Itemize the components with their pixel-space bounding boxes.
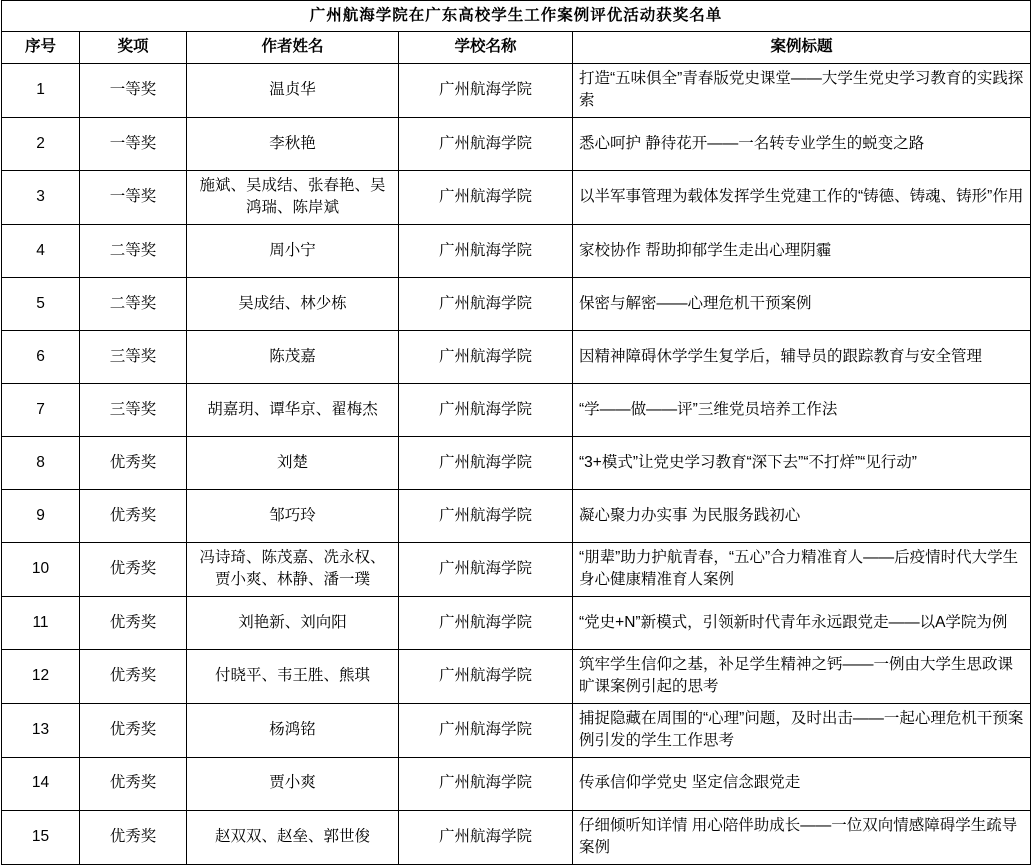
cell-school: 广州航海学院 <box>399 703 573 757</box>
cell-author: 吴成结、林少栋 <box>187 277 399 330</box>
table-row <box>2 117 1031 170</box>
table-row <box>2 757 1031 810</box>
cell-title: 家校协作 帮助抑郁学生走出心理阴霾 <box>573 224 1031 277</box>
cell-author: 付晓平、韦王胜、熊琪 <box>187 649 399 703</box>
table-row <box>2 277 1031 330</box>
cell-title: 打造“五味俱全”青春版党史课堂——大学生党史学习教育的实践探索 <box>573 63 1031 117</box>
cell-index: 15 <box>2 810 80 864</box>
cell-award: 优秀奖 <box>80 649 187 703</box>
cell-school: 广州航海学院 <box>399 810 573 864</box>
cell-school: 广州航海学院 <box>399 436 573 489</box>
cell-school: 广州航海学院 <box>399 649 573 703</box>
cell-author: 施斌、吴成结、张春艳、吴鸿瑞、陈岸斌 <box>187 170 399 224</box>
cell-award: 优秀奖 <box>80 489 187 542</box>
cell-award: 优秀奖 <box>80 596 187 649</box>
table-title-row <box>2 1 1031 32</box>
column-header-school: 学校名称 <box>399 32 573 63</box>
cell-index: 7 <box>2 383 80 436</box>
cell-index: 5 <box>2 277 80 330</box>
cell-index: 2 <box>2 117 80 170</box>
cell-award: 三等奖 <box>80 383 187 436</box>
award-list-table <box>1 0 1031 865</box>
table-row <box>2 436 1031 489</box>
table-row <box>2 703 1031 757</box>
cell-school: 广州航海学院 <box>399 596 573 649</box>
cell-title: 悉心呵护 静待花开——一名转专业学生的蜕变之路 <box>573 117 1031 170</box>
cell-title: 保密与解密——心理危机干预案例 <box>573 277 1031 330</box>
cell-title: “朋辈”助力护航青春，“五心”合力精准育人——后疫情时代大学生身心健康精准育人案例 <box>573 542 1031 596</box>
cell-author: 胡嘉玥、谭华京、翟梅杰 <box>187 383 399 436</box>
cell-award: 一等奖 <box>80 170 187 224</box>
cell-index: 14 <box>2 757 80 810</box>
cell-school: 广州航海学院 <box>399 224 573 277</box>
cell-school: 广州航海学院 <box>399 63 573 117</box>
table-row <box>2 224 1031 277</box>
table-row <box>2 489 1031 542</box>
cell-award: 一等奖 <box>80 117 187 170</box>
cell-award: 优秀奖 <box>80 757 187 810</box>
cell-title: 以半军事管理为载体发挥学生党建工作的“铸德、铸魂、铸形”作用 <box>573 170 1031 224</box>
cell-index: 3 <box>2 170 80 224</box>
cell-index: 13 <box>2 703 80 757</box>
table-row <box>2 649 1031 703</box>
cell-title: 因精神障碍休学学生复学后，辅导员的跟踪教育与安全管理 <box>573 330 1031 383</box>
cell-title: 筑牢学生信仰之基，补足学生精神之钙——一例由大学生思政课旷课案例引起的思考 <box>573 649 1031 703</box>
cell-award: 优秀奖 <box>80 542 187 596</box>
cell-index: 1 <box>2 63 80 117</box>
cell-award: 优秀奖 <box>80 436 187 489</box>
cell-title: 传承信仰学党史 坚定信念跟党走 <box>573 757 1031 810</box>
cell-author: 冯诗琦、陈茂嘉、冼永权、贾小爽、林静、潘一璞 <box>187 542 399 596</box>
cell-index: 11 <box>2 596 80 649</box>
cell-school: 广州航海学院 <box>399 117 573 170</box>
cell-author: 刘楚 <box>187 436 399 489</box>
cell-school: 广州航海学院 <box>399 489 573 542</box>
cell-award: 二等奖 <box>80 224 187 277</box>
cell-author: 杨鸿铭 <box>187 703 399 757</box>
column-header-index: 序号 <box>2 32 80 63</box>
cell-title: 凝心聚力办实事 为民服务践初心 <box>573 489 1031 542</box>
cell-index: 9 <box>2 489 80 542</box>
table-row <box>2 330 1031 383</box>
table-header-row <box>2 32 1031 63</box>
column-header-title: 案例标题 <box>573 32 1031 63</box>
table-row <box>2 383 1031 436</box>
table-row <box>2 596 1031 649</box>
table-row <box>2 63 1031 117</box>
table-row <box>2 170 1031 224</box>
cell-school: 广州航海学院 <box>399 757 573 810</box>
cell-author: 刘艳新、刘向阳 <box>187 596 399 649</box>
cell-title: 捕捉隐藏在周围的“心理”问题，及时出击——一起心理危机干预案例引发的学生工作思考 <box>573 703 1031 757</box>
cell-author: 贾小爽 <box>187 757 399 810</box>
cell-author: 邹巧玲 <box>187 489 399 542</box>
cell-title: 仔细倾听知详情 用心陪伴助成长——一位双向情感障碍学生疏导案例 <box>573 810 1031 864</box>
column-header-award: 奖项 <box>80 32 187 63</box>
cell-school: 广州航海学院 <box>399 383 573 436</box>
cell-index: 12 <box>2 649 80 703</box>
page-title: 广州航海学院在广东高校学生工作案例评优活动获奖名单 <box>2 1 1031 32</box>
cell-author: 周小宁 <box>187 224 399 277</box>
cell-title: “党史+N”新模式，引领新时代青年永远跟党走——以A学院为例 <box>573 596 1031 649</box>
cell-author: 温贞华 <box>187 63 399 117</box>
cell-award: 一等奖 <box>80 63 187 117</box>
cell-award: 优秀奖 <box>80 703 187 757</box>
cell-school: 广州航海学院 <box>399 330 573 383</box>
cell-index: 10 <box>2 542 80 596</box>
cell-school: 广州航海学院 <box>399 277 573 330</box>
cell-index: 4 <box>2 224 80 277</box>
column-header-author: 作者姓名 <box>187 32 399 63</box>
cell-index: 6 <box>2 330 80 383</box>
cell-author: 赵双双、赵垒、郭世俊 <box>187 810 399 864</box>
cell-award: 二等奖 <box>80 277 187 330</box>
cell-author: 李秋艳 <box>187 117 399 170</box>
cell-title: “3+模式”让党史学习教育“深下去”“不打烊”“见行动” <box>573 436 1031 489</box>
cell-title: “学——做——评”三维党员培养工作法 <box>573 383 1031 436</box>
cell-index: 8 <box>2 436 80 489</box>
cell-school: 广州航海学院 <box>399 542 573 596</box>
table-row <box>2 542 1031 596</box>
cell-award: 三等奖 <box>80 330 187 383</box>
table-row <box>2 810 1031 864</box>
cell-award: 优秀奖 <box>80 810 187 864</box>
cell-school: 广州航海学院 <box>399 170 573 224</box>
cell-author: 陈茂嘉 <box>187 330 399 383</box>
